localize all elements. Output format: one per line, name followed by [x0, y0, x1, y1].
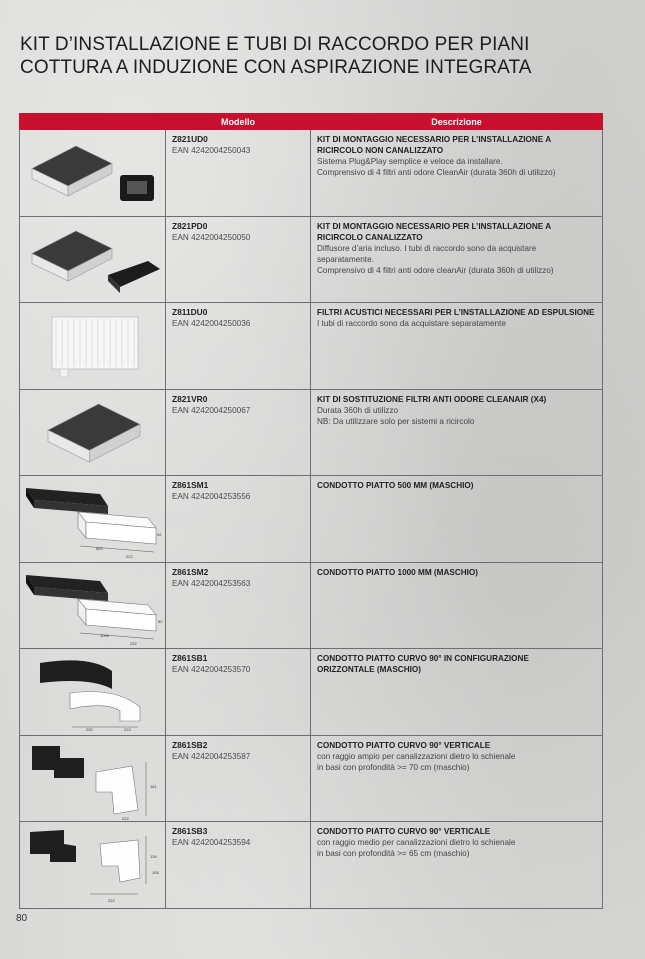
description-title: RICIRCOLO NON CANALIZZATO [317, 146, 444, 155]
product-image-cell [20, 822, 166, 909]
model-cell [166, 303, 311, 390]
description-text: NB: Da utilizzare solo per sistemi a ricircolo [317, 416, 475, 426]
dimension-label: 222 [130, 640, 137, 646]
page-number: 80 [16, 913, 28, 924]
description-cell [311, 735, 603, 822]
product-table [19, 113, 603, 909]
ean-code: EAN 4242004253563 [172, 578, 251, 588]
description-text: Sistema Plug&Play semplice e veloce da installare. [317, 157, 503, 166]
description-title: CONDOTTO PIATTO CURVO 90° IN CONFIGURAZIONE [317, 654, 529, 663]
model-cell [166, 735, 311, 822]
description-text: Comprensivo di 4 filtri anti odore CleanAir (durata 360h di utilizzo) [317, 168, 556, 177]
product-image-cell [20, 303, 166, 390]
dimension-label: 222 [124, 727, 131, 732]
model-cell [166, 562, 311, 649]
table-row [20, 303, 603, 390]
dimension-label: 92 [157, 532, 162, 537]
description-text: I tubi di raccordo sono da acquistare separatamente [317, 319, 506, 328]
description-text: in basi con profondità >= 65 cm (maschio) [317, 849, 470, 858]
model-cell [166, 476, 311, 563]
description-cell [311, 562, 603, 649]
table-row [20, 735, 603, 822]
description-text: in basi con profondità >= 70 cm (maschio) [317, 762, 470, 772]
description-title: CONDOTTO PIATTO 1000 MM (MASCHIO) [317, 567, 479, 577]
page-title-line-1: KIT D’INSTALLAZIONE E TUBI DI RACCORDO PER PIANI [20, 34, 530, 55]
description-title: CONDOTTO PIATTO 500 MM (MASCHIO) [317, 481, 474, 490]
product-image-cell [20, 649, 166, 736]
table-header-row [20, 114, 603, 130]
dimension-label: 134 [150, 854, 157, 859]
vertical-bend-medium-icon [20, 822, 165, 908]
description-title: KIT DI MONTAGGIO NECESSARIO PER L’INSTALLAZIONE A [317, 135, 552, 144]
table-row [20, 476, 603, 563]
table-row [20, 216, 603, 303]
model-cell [166, 822, 311, 909]
description-text: separatamente. [317, 254, 374, 264]
page-title [20, 33, 620, 79]
model-code: Z811DU0 [172, 307, 208, 317]
model-cell [166, 216, 311, 303]
dimension-label: 105 [152, 870, 159, 875]
description-cell [311, 476, 603, 563]
header-model: Modello [166, 114, 311, 130]
product-image-cell [20, 389, 166, 476]
product-image-cell [20, 735, 166, 822]
description-title: FILTRI ACUSTICI NECESSARI PER L’INSTALLAZIONE AD ESPULSIONE [317, 308, 595, 317]
dimension-label: 1000 [100, 632, 109, 638]
model-code: Z821UD0 [172, 134, 208, 144]
flat-duct-icon [20, 476, 165, 562]
product-image-cell [20, 562, 166, 649]
product-image-cell [20, 476, 166, 563]
dimension-label: 161 [150, 783, 157, 789]
description-title: CONDOTTO PIATTO CURVO 90° VERTICALE [317, 827, 491, 836]
table-row [20, 130, 603, 217]
description-text: Comprensivo di 4 filtri anti odore cleanAir (durata 360h di utilizzo) [317, 265, 554, 275]
description-cell [311, 216, 603, 303]
model-code: Z861SM1 [172, 480, 209, 490]
model-cell [166, 649, 311, 736]
filter-and-diffuser-icon [20, 217, 165, 303]
table-row [20, 649, 603, 736]
model-code: Z821VR0 [172, 393, 208, 404]
header-image [20, 114, 166, 130]
description-cell [311, 822, 603, 909]
dimension-label: 500 [96, 546, 103, 551]
ean-code: EAN 4242004250067 [172, 405, 251, 415]
model-code: Z861SB2 [172, 739, 208, 750]
table-row [20, 389, 603, 476]
description-cell [311, 649, 603, 736]
description-cell [311, 130, 603, 217]
header-description: Descrizione [311, 114, 603, 130]
description-text: Diffusore d’aria incluso. I tubi di raccordo sono da acquistare [317, 243, 537, 253]
model-code: Z861SB3 [172, 826, 208, 836]
ean-code: EAN 4242004253587 [172, 751, 251, 761]
flat-duct-long-icon [20, 563, 165, 649]
ean-code: EAN 4242004250050 [172, 232, 251, 242]
model-cell [166, 389, 311, 476]
dimension-label: 222 [122, 815, 129, 821]
filter-and-connector-icon [20, 130, 165, 216]
ean-code: EAN 4242004253556 [172, 492, 251, 501]
table-row [20, 822, 603, 909]
dimension-label: 92 [158, 618, 163, 624]
vertical-bend-large-icon [20, 736, 165, 822]
description-title: CONDOTTO PIATTO CURVO 90° VERTICALE [317, 740, 491, 750]
ean-code: EAN 4242004253594 [172, 838, 251, 847]
description-title: ORIZZONTALE (MASCHIO) [317, 665, 421, 674]
description-cell [311, 303, 603, 390]
model-code: Z861SM2 [172, 566, 209, 577]
description-text: Durata 360h di utilizzo [317, 405, 399, 415]
dimension-label: 200 [86, 727, 93, 732]
ean-code: EAN 4242004250043 [172, 146, 251, 155]
description-text: con raggio medio per canalizzazioni dietro lo schienale [317, 838, 516, 847]
product-image-cell [20, 130, 166, 217]
ean-code: EAN 4242004253570 [172, 665, 251, 674]
description-text: con raggio ampio per canalizzazioni dietro lo schienale [317, 751, 516, 761]
ean-code: EAN 4242004250036 [172, 319, 251, 328]
dimension-label: 222 [108, 898, 115, 903]
description-title: KIT DI SOSTITUZIONE FILTRI ANTI ODORE CLEANAIR (X4) [317, 394, 547, 404]
description-title: KIT DI MONTAGGIO NECESSARIO PER L’INSTALLAZIONE A [317, 221, 552, 231]
odor-filter-icon [20, 390, 165, 476]
description-title: RICIRCOLO CANALIZZATO [317, 232, 423, 242]
page-title-line-2: COTTURA A INDUZIONE CON ASPIRAZIONE INTEGRATA [20, 57, 532, 78]
description-cell [311, 389, 603, 476]
acoustic-filter-icon [20, 303, 165, 389]
model-code: Z861SB1 [172, 653, 208, 663]
horizontal-bend-icon [20, 649, 165, 735]
model-cell [166, 130, 311, 217]
table-row [20, 562, 603, 649]
product-image-cell [20, 216, 166, 303]
model-code: Z821PD0 [172, 220, 208, 231]
dimension-label: 222 [126, 554, 133, 559]
